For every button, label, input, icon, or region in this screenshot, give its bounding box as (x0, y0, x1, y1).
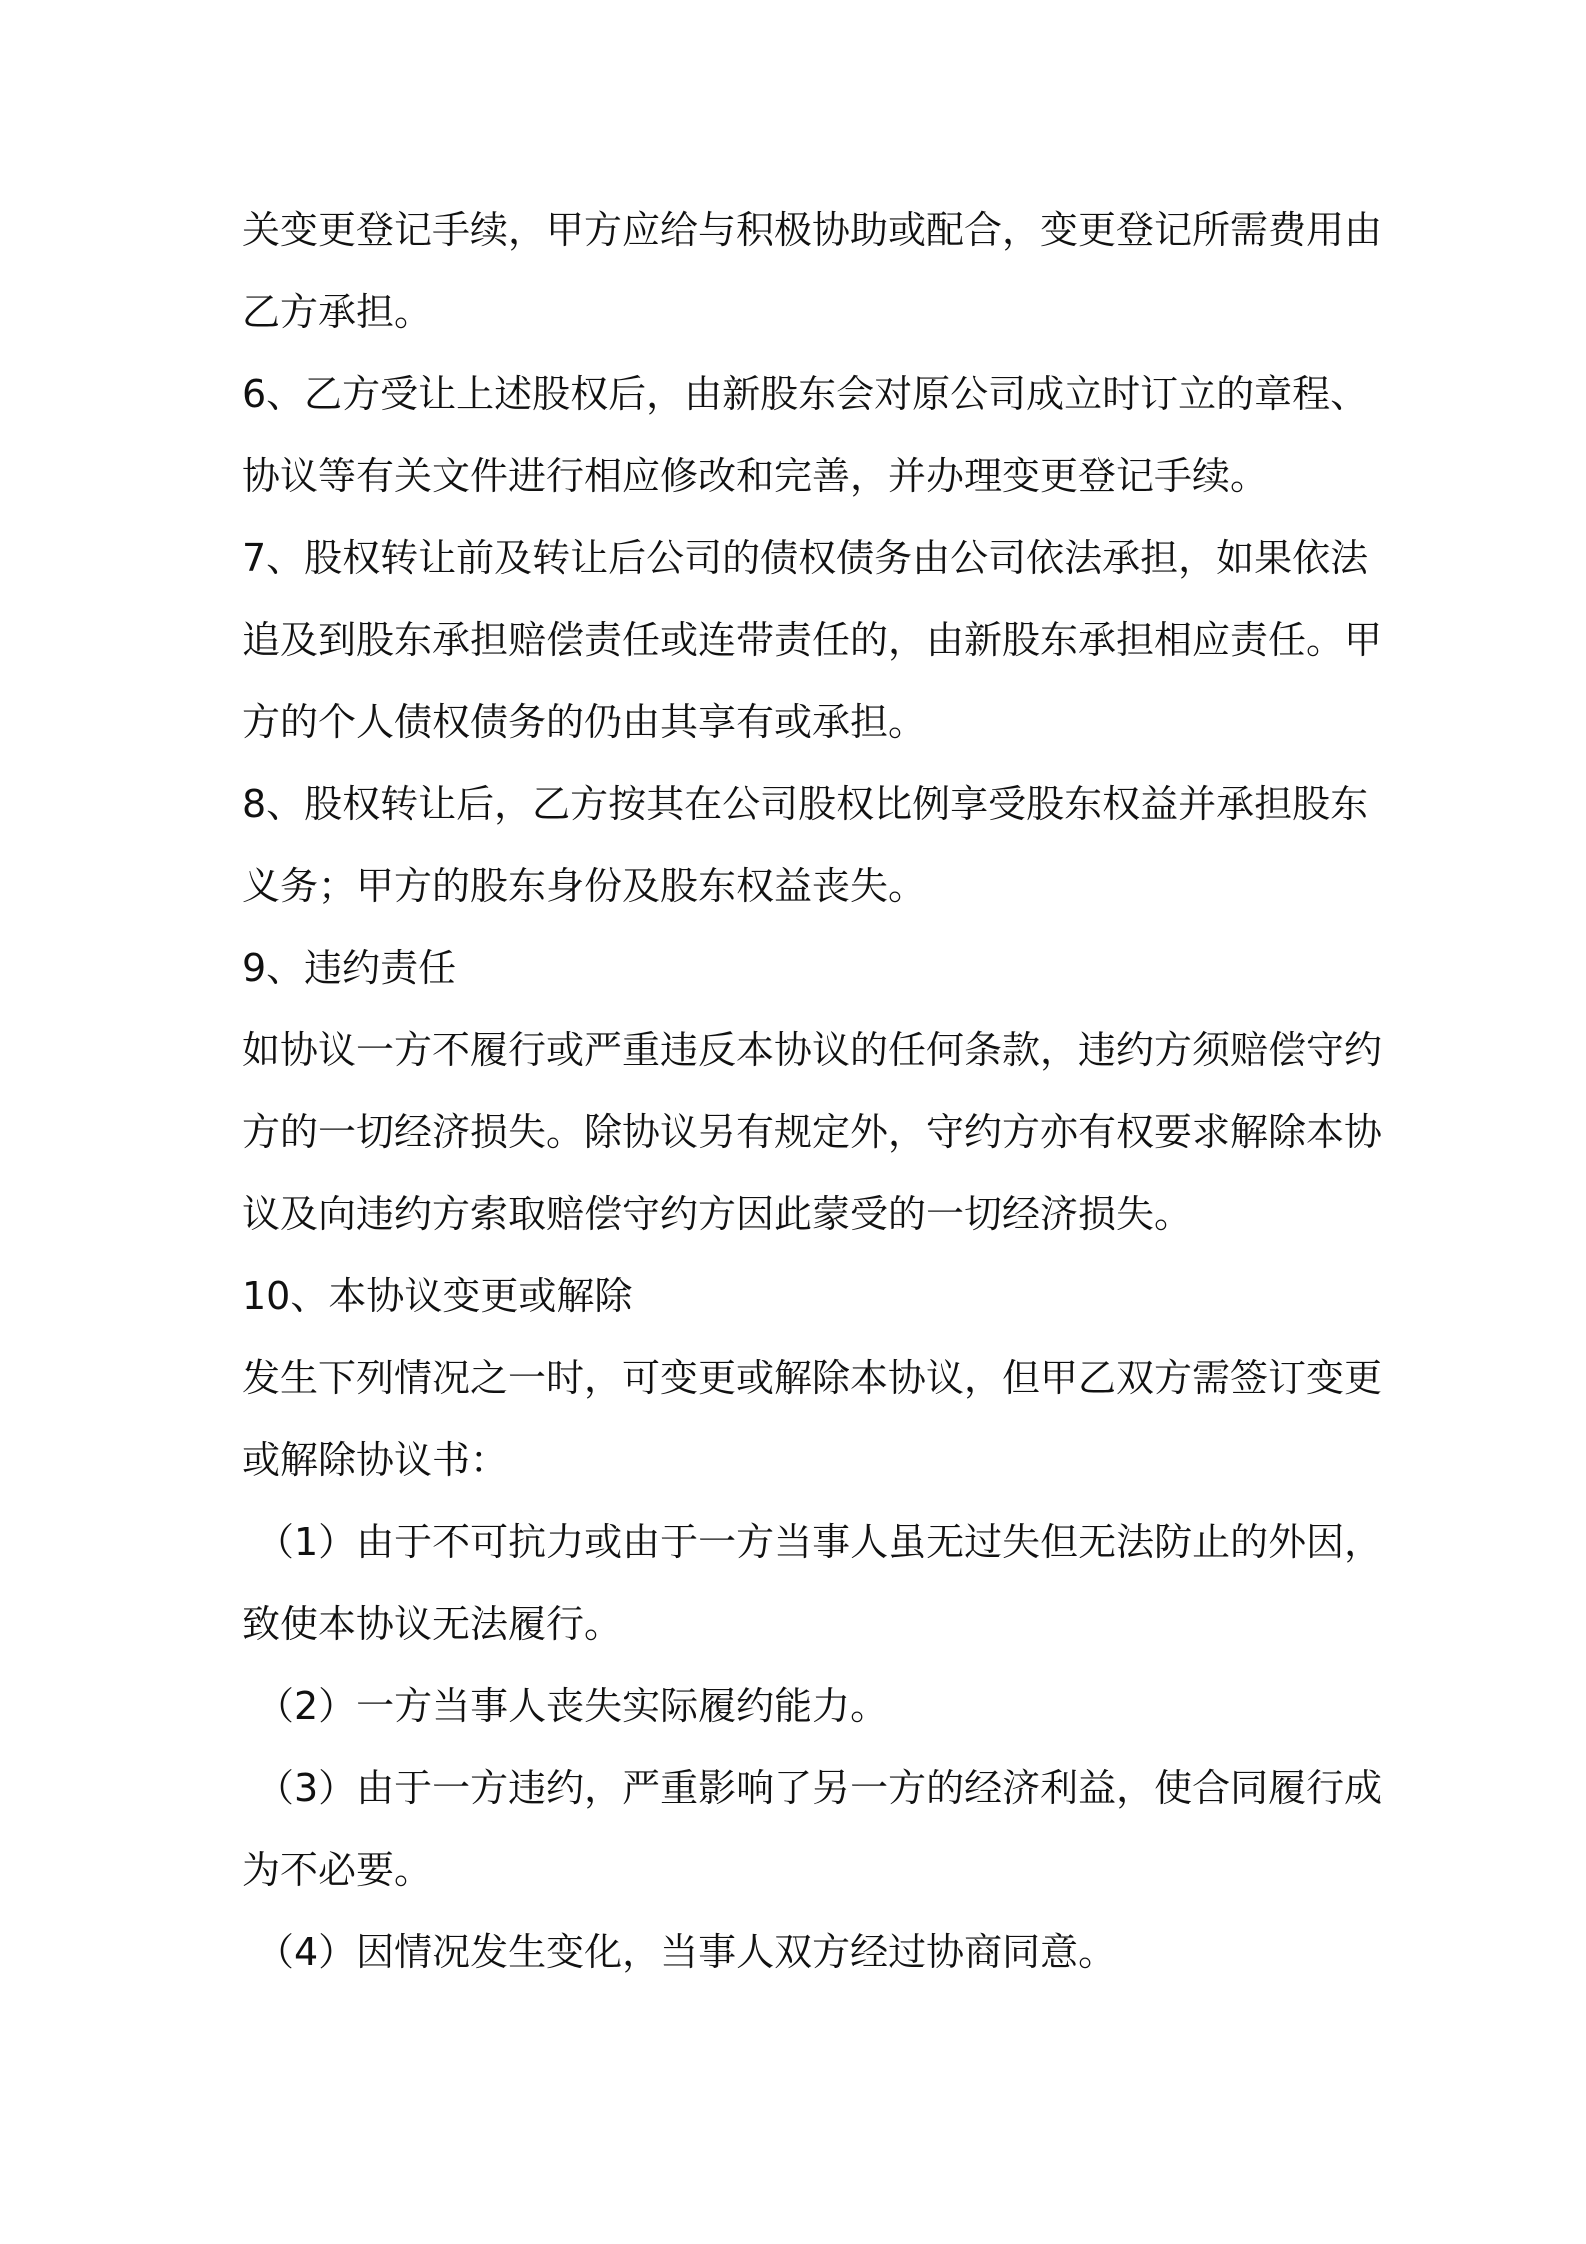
text-line: 如协议一方不履行或严重违反本协议的任何条款，违约方须赔偿守约 (242, 1028, 1383, 1072)
text-line: 关变更登记手续，甲方应给与积极协助或配合，变更登记所需费用由 (242, 208, 1383, 252)
text-line: 追及到股东承担赔偿责任或连带责任的，由新股东承担相应责任。甲 (242, 618, 1383, 662)
condition-3-line: （3）由于一方违约，严重影响了另一方的经济利益，使合同履行成 (256, 1766, 1383, 1810)
text-line: 为不必要。 (242, 1848, 433, 1892)
clause-10-heading: 10、本协议变更或解除 (242, 1274, 633, 1318)
text-line: 致使本协议无法履行。 (242, 1602, 623, 1646)
text-line: 或解除协议书： (242, 1438, 509, 1482)
condition-4-line: （4）因情况发生变化，当事人双方经过协商同意。 (256, 1930, 1117, 1974)
text-line: 协议等有关文件进行相应修改和完善，并办理变更登记手续。 (242, 454, 1269, 498)
clause-7-line: 7、股权转让前及转让后公司的债权债务由公司依法承担，如果依法 (242, 536, 1369, 580)
text-line: 方的个人债权债务的仍由其享有或承担。 (242, 700, 927, 744)
text-line: 发生下列情况之一时，可变更或解除本协议，但甲乙双方需签订变更 (242, 1356, 1383, 1400)
text-line: 乙方承担。 (242, 290, 433, 334)
text-line: 方的一切经济损失。除协议另有规定外，守约方亦有权要求解除本协 (242, 1110, 1383, 1154)
clause-8-line: 8、股权转让后，乙方按其在公司股权比例享受股东权益并承担股东 (242, 782, 1369, 826)
clause-9-heading: 9、违约责任 (242, 946, 457, 990)
clause-6-line: 6、乙方受让上述股权后，由新股东会对原公司成立时订立的章程、 (242, 372, 1369, 416)
text-line: 议及向违约方索取赔偿守约方因此蒙受的一切经济损失。 (242, 1192, 1193, 1236)
condition-2-line: （2）一方当事人丧失实际履约能力。 (256, 1684, 889, 1728)
condition-1-line: （1）由于不可抗力或由于一方当事人虽无过失但无法防止的外因， (256, 1520, 1383, 1564)
text-line: 义务；甲方的股东身份及股东权益丧失。 (242, 864, 927, 908)
